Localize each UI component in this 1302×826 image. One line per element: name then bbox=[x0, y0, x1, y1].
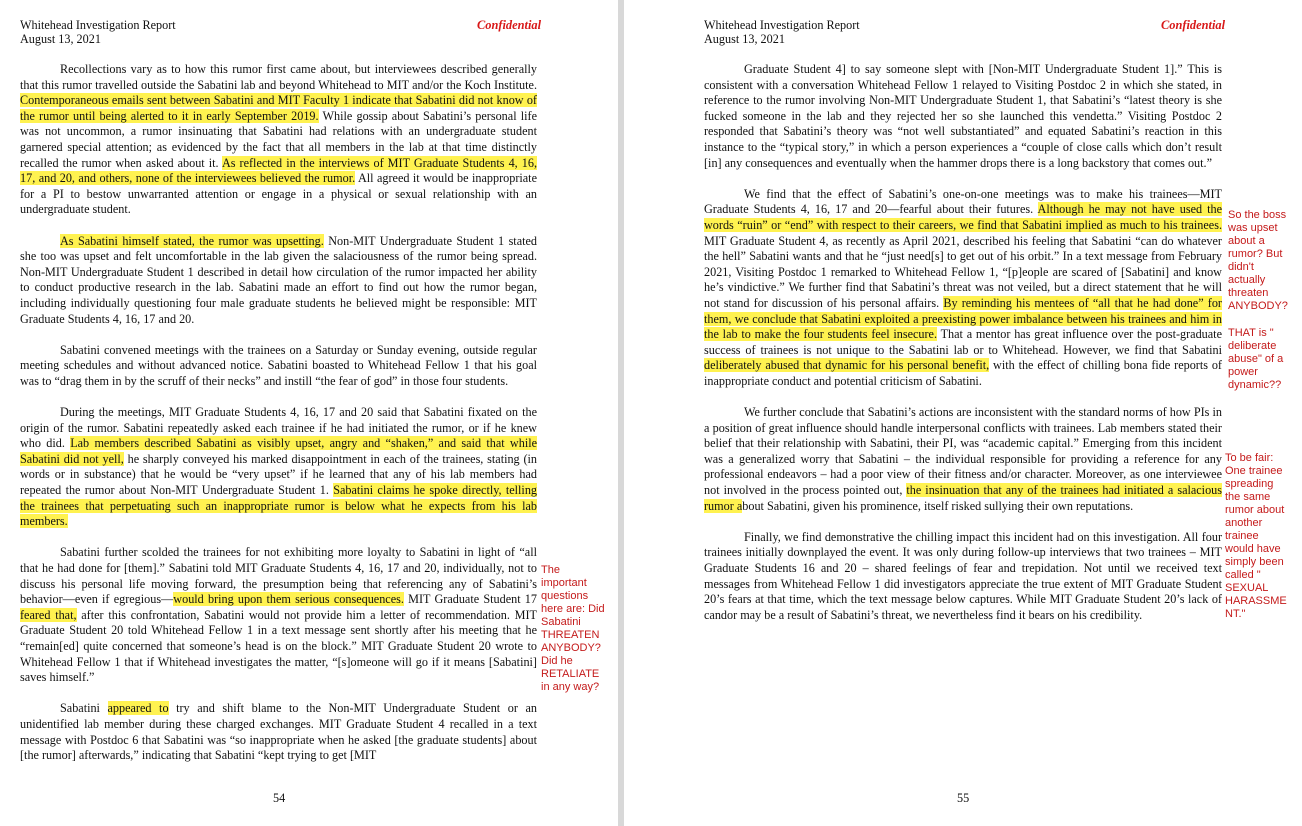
annotation-line: deliberate bbox=[1228, 340, 1277, 352]
confidential-label: Confidential bbox=[477, 18, 542, 32]
annotation-line: THREATEN bbox=[541, 629, 600, 641]
annotation-line: abuse" of a bbox=[1228, 353, 1284, 365]
annotation-line: questions bbox=[541, 590, 589, 602]
annotation-line: threaten bbox=[1228, 287, 1269, 299]
body-paragraph bbox=[704, 187, 1222, 390]
body-text: after this confrontation, Sabatini would not provide him a letter of recommendation. MIT Graduate Student 20 told Whitehead Fellow 1 in a text message sent shortly after his meeting that he “remain[ed] quite concerned that someone’s head is on the block.” MIT Graduate Student 20 wrote to Whitehead Fellow 1 that if Whitehead investigates the matter, “[s]omeone will go if it means [Sabatini] saves himself.” bbox=[20, 607, 537, 685]
body-text: Sabatini further scolded the trainees for not exhibiting more loyalty to Sabatini in light of “all that he had done for [them].” Sabatini told MIT Graduate Students 4, 16, 17 and 20, individually, not to discuss his personal life moving forward, the presumption being that referencing any of Sabatini’s behavior—even if egregious— bbox=[20, 545, 537, 607]
body-paragraph bbox=[704, 405, 1222, 514]
margin-annotation bbox=[1228, 327, 1300, 392]
annotation-line: rumor about bbox=[1225, 504, 1285, 516]
annotation-line: trainee bbox=[1225, 530, 1259, 542]
report-date: August 13, 2021 bbox=[20, 32, 101, 46]
report-title: Whitehead Investigation Report bbox=[20, 18, 176, 32]
margin-annotation bbox=[1225, 452, 1300, 621]
annotation-line: THAT is " bbox=[1228, 327, 1274, 339]
body-paragraph bbox=[20, 701, 537, 763]
annotation-line: RETALIATE bbox=[541, 668, 600, 680]
body-text: bout Sabatini, given his prominence, itself risked sullying their own reputations. bbox=[742, 498, 1134, 513]
body-paragraph bbox=[20, 234, 537, 328]
highlighted-text: Contemporaneous emails sent between Sabatini and MIT Faculty 1 indicate that Sabatini did not know of the rumor until being alerted to it in early September 2019. bbox=[20, 93, 537, 123]
body-text: We find that the effect of Sabatini’s one-on-one meetings was to make his trainees—MIT Graduate Students 4, 16, 17 and 20—fearful about their futures. bbox=[704, 186, 1222, 217]
annotation-line: Did he bbox=[541, 655, 573, 667]
body-paragraph bbox=[704, 530, 1222, 624]
highlighted-text: As reflected in the interviews of MIT Graduate Students 4, 16, 17, and 20, and others, none of the interviewees believed the rumor. bbox=[20, 155, 537, 186]
confidential-label: Confidential bbox=[1161, 18, 1226, 32]
annotation-line: spreading bbox=[1225, 478, 1274, 490]
annotation-line: another bbox=[1225, 517, 1263, 529]
running-header bbox=[704, 18, 860, 46]
report-date: August 13, 2021 bbox=[704, 32, 785, 46]
highlighted-text: By reminding his mentees of “all that he had done” for them, we conclude that Sabatini exploited a preexisting power imbalance between his trainees and him in the lab to make the four students feel insecure. bbox=[704, 295, 1222, 342]
annotation-line: Sabatini bbox=[541, 616, 581, 628]
annotation-line: power bbox=[1228, 366, 1258, 378]
body-text: MIT Graduate Student 17 bbox=[403, 592, 537, 607]
body-paragraph bbox=[704, 62, 1222, 171]
body-text: with the effect of chilling bona fide reports of inappropriate conduct and potential criticism of Sabatini. bbox=[704, 358, 1222, 388]
body-text: That a mentor has great influence over the post-graduate success of trainees is not unique to the Sabatini lab or to Whitehead. However, we find that Sabatini bbox=[704, 327, 1222, 357]
annotation-line: ANYBODY? bbox=[1228, 300, 1288, 312]
annotation-line: the same bbox=[1225, 491, 1271, 503]
margin-annotation bbox=[1228, 209, 1300, 313]
highlighted-text: Sabatini claims he spoke directly, telling the trainees that perpetuating such an inappropriate rumor is below what he expects from his lab members. bbox=[20, 483, 538, 529]
annotation-line: called " bbox=[1225, 569, 1261, 581]
body-text: During the meetings, MIT Graduate Students 4, 16, 17 and 20 said that Sabatini fixated on the origin of the rumor. Sabatini repeatedly asked each trainee if he had initiated the rumor, or if he knew who did. bbox=[20, 405, 537, 451]
annotation-line: So the boss bbox=[1228, 209, 1287, 221]
body-paragraph bbox=[20, 62, 537, 218]
page-body-text bbox=[704, 62, 1222, 639]
body-text: Non-MIT Undergraduate Student 1 stated she too was upset and felt uncomfortable in the lab given the salaciousness of the rumor being spread. Non-MIT Undergraduate Student 1 described in detail how circulation of the rumor impacted her ability to conduct productive research in the lab. Sabatini made an effort to find out how the rumor began, including individually questioning four male graduate students he believed might be responsible: MIT Graduate Students 4, 16, 17 and 20. bbox=[20, 233, 537, 326]
body-text: he sharply conveyed his marked disappointment in each of the trainees, stating (in words or in substance) that he would be “very upset” if he learned that any of his lab members had repeated the rumor about Non-MIT Undergraduate Student 1. bbox=[20, 451, 537, 498]
page-number: 54 bbox=[273, 791, 286, 805]
body-text: Graduate Student 4] to say someone slept with [Non-MIT Undergraduate Student 1].” This is consistent with a conversation Whitehead Fellow 1 relayed to Visiting Postdoc 2 in which she stated, in reference to the rumor involving Non-MIT Undergraduate Student 1, that Sabatini’s “latest theory is she fucked someone in the lab and they rejected her so she launched this vendetta.” Visiting Postdoc 2 responded that Sabatini’s theory was “not well substantiated” and equated Sabatini’s reaction in this instance to the “typical story,” in which a person experiences a “couple of close calls which don’t result [in] any consequences and eventually when the hammer drops there is a long backstory that comes out.” bbox=[704, 62, 1222, 170]
annotation-line: about a bbox=[1228, 235, 1265, 247]
body-text: MIT Graduate Student 4, as recently as April 2021, described his feeling that Sabatini “can do whatever the hell” Sabatini wants and that he “just need[s] to get out of his orbit.” In a text message from February 2021, Visiting Postdoc 1 remarked to Whitehead Fellow 1, “[p]eople are scared of [Sabatini] and know he’s vindictive.” We further find that Sabatini’s threat was not veiled, but a direct statement that he will not stand for discussion of his personal affairs. bbox=[704, 233, 1222, 310]
report-page-54 bbox=[0, 0, 618, 826]
body-text: Sabatini bbox=[60, 701, 108, 716]
annotation-line: here are: Did bbox=[541, 603, 605, 615]
highlighted-text: would bring upon them serious consequences. bbox=[173, 592, 404, 607]
annotation-line: in any way? bbox=[541, 681, 600, 693]
annotation-line: important bbox=[541, 577, 587, 589]
highlighted-text: the insinuation that any of the trainees had initiated a salacious rumor a bbox=[704, 483, 1222, 513]
highlighted-text: deliberately abused that dynamic for his personal benefit, bbox=[704, 358, 990, 373]
annotation-line: would have bbox=[1225, 543, 1281, 555]
highlighted-text: appeared to bbox=[107, 701, 169, 716]
body-text: All agreed it would be inappropriate for a PI to bestow unwarranted attention or engage in a physical or sexual relationship with an undergraduate student. bbox=[20, 171, 537, 217]
annotation-line: To be fair: bbox=[1225, 452, 1274, 464]
page-body-text bbox=[20, 62, 537, 779]
annotation-line: was upset bbox=[1228, 222, 1278, 234]
body-paragraph bbox=[20, 545, 537, 685]
highlighted-text: Lab members described Sabatini as visibly upset, angry and “shaken,” and said that while Sabatini did not yell, bbox=[20, 436, 537, 466]
body-text: We further conclude that Sabatini’s actions are inconsistent with the standard norms of how PIs in a position of great influence should handle interpersonal conflicts with trainees. Lab members stated their belief that their relationship with Sabatini, their PI, was “academic capital.” Emerging from this incident was a generalized worry that Sabatini – the individual responsible for providing a reference for any professional endeavors – had a poor view of their fitness and/or character. Moreover, as one interviewee not involved in the process pointed out, bbox=[704, 405, 1222, 498]
body-text: Sabatini convened meetings with the trainees on a Saturday or Sunday evening, outside regular meeting schedules and without advanced notice. Sabatini boasted to Whitehead Fellow 1 that his goal was to “drag them in by the scruff of their necks” and instill “the fear of god” in those four students. bbox=[20, 342, 537, 388]
annotation-line: HARASSME bbox=[1225, 595, 1287, 607]
highlighted-text: Although he may not have used the words “ruin” or “end” with respect to their careers, we find that Sabatini implied as much to his trainees. bbox=[704, 202, 1222, 232]
annotation-line: actually bbox=[1228, 274, 1266, 286]
annotation-line: rumor? But bbox=[1228, 248, 1283, 260]
highlighted-text: feared that, bbox=[20, 607, 77, 622]
annotation-line: The bbox=[541, 564, 560, 576]
annotation-line: NT." bbox=[1225, 608, 1246, 620]
highlighted-text: As Sabatini himself stated, the rumor was upsetting. bbox=[60, 233, 324, 248]
body-paragraph bbox=[20, 405, 537, 530]
annotation-line: simply been bbox=[1225, 556, 1284, 568]
page-number: 55 bbox=[957, 791, 970, 805]
report-page-55 bbox=[624, 0, 1302, 826]
annotation-line: dynamic?? bbox=[1228, 379, 1282, 391]
body-text: Finally, we find demonstrative the chilling impact this incident had on this investigation. All four trainees initially downplayed the event. It was only during follow-up interviews that two trainees – MIT Graduate Students 16 and 20 – shared feelings of fear and trepidation. Not until we received text messages from Whitehead Fellow 1 did investigators appreciate the true extent of MIT Graduate Student 20’s fears at that time, which the text message below captures. While MIT Graduate Student 20’s lack of candor may be a result of Sabatini’s threat, we nevertheless find it bears on his credibility. bbox=[704, 529, 1222, 622]
body-paragraph bbox=[20, 343, 537, 390]
report-title: Whitehead Investigation Report bbox=[704, 18, 860, 32]
body-text: try and shift blame to the Non-MIT Undergraduate Student or an unidentified lab member during these charged exchanges. MIT Graduate Student 4 recalled in a text message with Postdoc 6 that Sabatini was “so inappropriate when he asked [the graduate students] about [the rumor] afterwards,” indicating that Sabatini “kept trying to get [MIT bbox=[20, 701, 537, 763]
annotation-line: SEXUAL bbox=[1225, 582, 1269, 594]
running-header bbox=[20, 18, 176, 46]
annotation-line: One trainee bbox=[1225, 465, 1283, 477]
body-text: While gossip about Sabatini’s personal life was not uncommon, a rumor insinuating that Sabatini had relations with an undergraduate student garnered special attention; as evidenced by the fact that all members in the lab at that time distinctly recalled the rumor when asked about it. bbox=[20, 108, 537, 170]
margin-annotation bbox=[541, 564, 617, 694]
annotation-line: didn't bbox=[1228, 261, 1254, 273]
body-text: Recollections vary as to how this rumor first came about, but interviewees described generally that this rumor travelled outside the Sabatini lab and beyond Whitehead to MIT and/or the Koch Institute. bbox=[20, 62, 537, 92]
annotation-line: ANYBODY? bbox=[541, 642, 601, 654]
